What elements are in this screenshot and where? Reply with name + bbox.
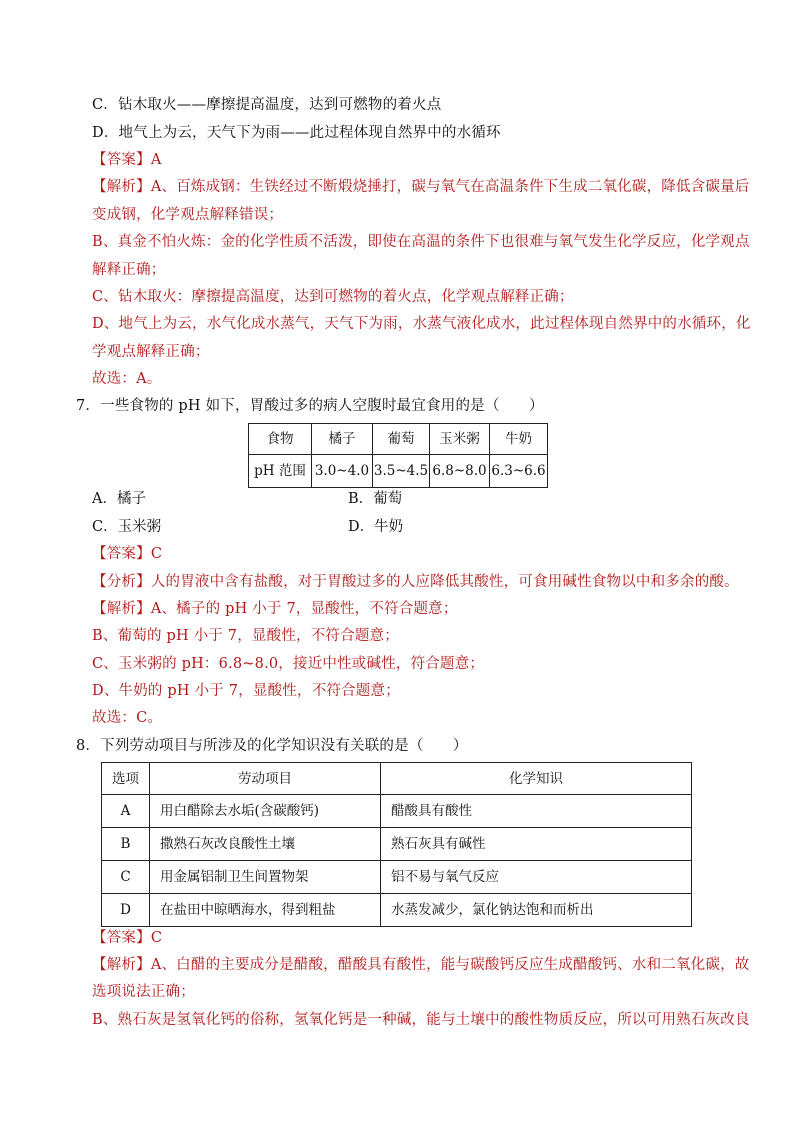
q6-answer [92,150,161,170]
q6-option-d: D．地气上为云，天气下为雨——此过程体现自然界中的水循环 [92,125,501,141]
q7-option-a: A．橘子 [92,491,146,507]
analysis-tag: 【解析】 [92,957,151,973]
table-row [249,424,548,455]
answer-tag: 【答案】 [92,930,151,946]
q7-option-c: C．玉米粥 [92,519,162,535]
q6-option-c: C．钻木取火——摩擦提高温度，达到可燃物的着火点 [92,97,442,113]
q7-analysis-line: 【解析】A、橘子的 pH 小于 7，显酸性，不符合题意； [92,601,458,617]
q7-option-d: D．牛奶 [348,519,404,535]
table-header-cell: 牛奶 [490,424,548,455]
table-header-cell: 橘子 [312,424,373,455]
table-header-cell: 葡萄 [373,424,430,455]
table-row [102,894,692,927]
table-cell: 醋酸具有酸性 [381,795,692,828]
q8-stem: 8．下列劳动项目与所涉及的化学知识没有关联的是（ ） [76,738,468,754]
q6-analysis-line: 变成钢，化学观点解释错误； [92,207,284,223]
q7-stem: 7．一些食物的 pH 如下，胃酸过多的病人空腹时最宜食用的是（ ） [76,398,544,414]
table-cell: 用白醋除去水垢(含碳酸钙) [150,795,381,828]
q6-analysis-line: 故选：A。 [92,371,162,387]
q7-analysis-line: C、玉米粥的 pH：6.8~8.0，接近中性或碱性，符合题意； [92,656,485,672]
q7-answer [92,544,162,564]
q8-answer [92,928,162,948]
table-header-cell: 选项 [102,763,150,795]
q8-analysis-line: 选项说法正确； [92,984,195,1000]
q6-analysis-line: 学观点解释正确； [92,344,210,360]
analysis-tag: 【解析】 [92,601,151,617]
q7-analysis-line: D、牛奶的 pH 小于 7，显酸性，不符合题意； [92,683,400,699]
table-cell: 用金属铝制卫生间置物架 [150,861,381,894]
answer-tag: 【答案】 [92,546,151,562]
q6-analysis-line: D、地气上为云，水气化成水蒸气，天气下为雨，水蒸气液化成水，此过程体现自然界中的水循环，化 [92,316,751,332]
table-cell: 铝不易与氧气反应 [381,861,692,894]
table-cell: A [102,795,150,828]
table-cell: 水蒸发减少，氯化钠达饱和而析出 [381,894,692,927]
table-header-cell: 化学知识 [381,763,692,795]
table-row [102,861,692,894]
answer-value: C [150,930,163,946]
answer-tag: 【答案】 [92,152,151,168]
answer-value: A [150,152,162,168]
table-header-cell: 劳动项目 [150,763,381,795]
table-cell: 3.5~4.5 [373,455,430,488]
table-cell: pH 范围 [249,455,312,488]
table-row [102,828,692,861]
fenxi-tag: 【分析】 [92,574,151,590]
q8-analysis-line: 【解析】A、白醋的主要成分是醋酸，醋酸具有酸性，能与碳酸钙反应生成醋酸钙、水和二氧化碳，故 [92,957,750,973]
q7-ph-table [248,423,548,488]
q6-analysis-line: 【解析】A、百炼成钢：生铁经过不断煅烧捶打，碳与氧气在高温条件下生成二氧化碳，降低含碳量后 [92,179,750,195]
q7-option-b: B．葡萄 [348,491,403,507]
table-cell: 撒熟石灰改良酸性土壤 [150,828,381,861]
table-header-cell: 食物 [249,424,312,455]
table-cell: D [102,894,150,927]
q8-labor-table [101,762,692,927]
q8-analysis-line: B、熟石灰是氢氧化钙的俗称，氢氧化钙是一种碱，能与土壤中的酸性物质反应，所以可用熟石灰改良 [92,1012,750,1028]
table-cell: B [102,828,150,861]
table-row [102,795,692,828]
table-cell: C [102,861,150,894]
analysis-tag: 【解析】 [92,179,151,195]
table-row [102,763,692,795]
q7-analysis-line: B、葡萄的 pH 小于 7，显酸性，不符合题意； [92,628,399,644]
answer-value: C [150,546,163,562]
table-cell: 6.3~6.6 [490,455,548,488]
table-header-cell: 玉米粥 [430,424,490,455]
q6-analysis-line: B、真金不怕火炼：金的化学性质不活泼，即使在高温的条件下也很难与氧气发生化学反应，化学观点 [92,234,750,250]
q6-analysis-line: 解释正确； [92,262,166,278]
table-cell: 3.0~4.0 [312,455,373,488]
table-cell: 在盐田中晾晒海水，得到粗盐 [150,894,381,927]
q7-analysis-line: 故选：C。 [92,710,163,726]
q7-fenxi: 【分析】人的胃液中含有盐酸，对于胃酸过多的人应降低其酸性，可食用碱性食物以中和多余的酸。 [92,574,739,590]
table-row [249,455,548,488]
q6-analysis-line: C、钻木取火：摩擦提高温度，达到可燃物的着火点，化学观点解释正确； [92,289,574,305]
table-cell: 熟石灰具有碱性 [381,828,692,861]
table-cell: 6.8~8.0 [430,455,490,488]
